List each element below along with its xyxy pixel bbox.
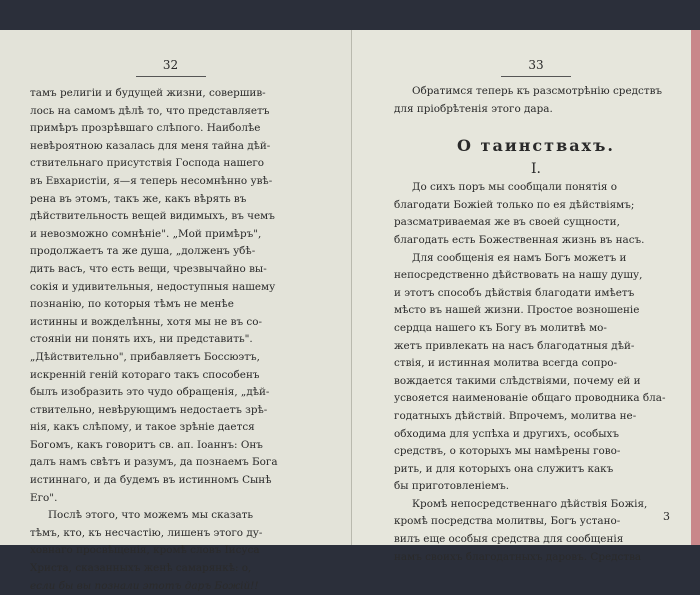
text-line: разсматриваемая же въ своей сущности, <box>394 216 620 229</box>
text-line: Послѣ этого, что можемъ мы сказать <box>48 509 254 522</box>
text-line: До сихъ поръ мы сообщали понятія о <box>412 181 618 194</box>
text-line: Его". <box>30 491 58 504</box>
left-page-number: 32 <box>162 58 179 72</box>
text-line: благодати Божіей только по ея дѣйствіямъ; <box>394 198 635 211</box>
text-line: истинны и вожделѣнны, хотя мы не въ со- <box>30 315 262 328</box>
text-line: лось на самомъ дѣлѣ то, что представляетъ <box>30 104 270 117</box>
text-line: намъ своихъ благодатныхъ даровъ. Средства <box>394 550 642 563</box>
text-line-italic: если бы вы познали этотъ даръ Божій!! <box>30 579 259 592</box>
text-line: бы приготовленіемъ. <box>394 480 510 493</box>
text-line: примѣръ прозрѣвшаго слѣпого. Наиболѣе <box>30 122 261 135</box>
text-line: ствительнаго присутствія Господа нашего <box>30 157 265 170</box>
text-line: продолжаетъ та же душа, „долженъ убѣ- <box>30 245 256 258</box>
text-line: благодать есть Божественная жизнь въ насъ. <box>394 233 645 246</box>
text-line: вождается такими слѣдствіями, почему ей и <box>394 374 641 387</box>
text-line: обходима для успѣха и другихъ, особыхъ <box>394 427 620 440</box>
text-line: средствъ, о которыхъ мы намѣрены гово- <box>394 445 621 458</box>
text-line: непосредственно дѣйствовать на нашу душу, <box>394 269 643 282</box>
text-line: для пріобрѣтенія этого дара. <box>394 102 553 115</box>
text-line: Христа, сказанныхъ женѣ самарянкѣ: о, <box>30 562 252 575</box>
text-line: сердца нашего къ Богу въ молитвѣ мо- <box>394 321 607 334</box>
text-line: тѣмъ, кто, къ несчастію, лишенъ этого ду- <box>30 526 263 539</box>
text-line: „Дѣйствительно", прибавляетъ Боссюэтъ, <box>30 350 260 363</box>
text-line: и этотъ способъ дѣйствія благодати имѣетъ <box>394 286 635 299</box>
chapter-numeral: I. <box>531 161 541 178</box>
text-line: и невозможно сомнѣніе". „Мой примѣръ", <box>30 227 262 240</box>
text-line: истиннаго, и да будемъ въ истинномъ Сынѣ <box>30 474 272 487</box>
text-line: Кромѣ непосредственнаго дѣйствія Божія, <box>412 497 648 510</box>
text-line: тамъ религіи и будущей жизни, совершив- <box>30 87 266 99</box>
text-line: Для сообщенія ея намъ Богъ можетъ и <box>412 251 627 264</box>
text-line: ствія, и истинная молитва всегда сопро- <box>394 357 617 370</box>
left-text-block <box>30 85 311 595</box>
text-line: Богомъ, какъ говоритъ св. ап. Іоаннъ: Онъ <box>30 438 263 451</box>
text-line: ствительно, невѣрующимъ недостаетъ зрѣ- <box>30 403 268 416</box>
chapter-title: О таинствахъ. <box>457 136 615 156</box>
text-line: Обратимся теперь къ разсмотрѣнію средствъ <box>412 85 663 97</box>
text-line: стояніи ни понять ихъ, ни представить". <box>30 333 253 346</box>
text-line: мѣсто въ нашей жизни. Простое возношеніе <box>394 304 640 317</box>
right-text-block <box>394 179 678 566</box>
text-line: нія, какъ слѣпому, и такое зрѣніе дается <box>30 421 255 434</box>
text-line: годатныхъ дѣйствій. Впрочемъ, молитва не- <box>394 409 637 422</box>
text-line: дѣйствительность вещей видимыхъ, въ чемъ <box>30 210 275 223</box>
text-line: былъ изобразить это чудо обращенія, „дѣй- <box>30 386 270 399</box>
right-page-number: 33 <box>528 58 544 72</box>
text-line: жетъ привлекать на насъ благодатныя дѣй- <box>394 339 635 352</box>
right-intro <box>394 83 678 118</box>
text-line: рить, и для которыхъ она служитъ какъ <box>394 462 614 475</box>
text-line: вилъ еще особыя средства для сообщенія <box>394 533 624 546</box>
right-header-rule <box>501 76 571 77</box>
left-header-rule <box>136 76 206 77</box>
signature-mark: 3 <box>663 510 670 523</box>
right-page <box>352 30 700 563</box>
text-line: искренній геній котораго такъ способенъ <box>30 368 260 381</box>
text-line: невѣроятною казалась для меня тайна дѣй- <box>30 139 271 152</box>
text-line: кромѣ посредства молитвы, Богъ устано- <box>394 515 621 528</box>
text-line: сокія и удивительныя, недоступныя нашему <box>30 280 276 293</box>
text-line: ховнаго просвѣщенія, кромѣ словъ Іисуса <box>30 544 260 557</box>
text-line: въ Евхаристіи, я—я теперь несомнѣнно увѣ- <box>30 174 273 187</box>
text-line: далъ намъ свѣтъ и разумъ, да познаемъ Бога <box>30 456 278 469</box>
text-line: рена въ этомъ, такъ же, какъ вѣрять въ <box>30 192 247 205</box>
text-line: усвояется наименованіе общаго проводника бла- <box>394 392 666 405</box>
text-line: дить васъ, что есть вещи, чрезвычайно вы- <box>30 262 267 275</box>
text-line: познанію, по которыя тѣмъ не менѣе <box>30 298 234 311</box>
left-page <box>0 30 352 592</box>
